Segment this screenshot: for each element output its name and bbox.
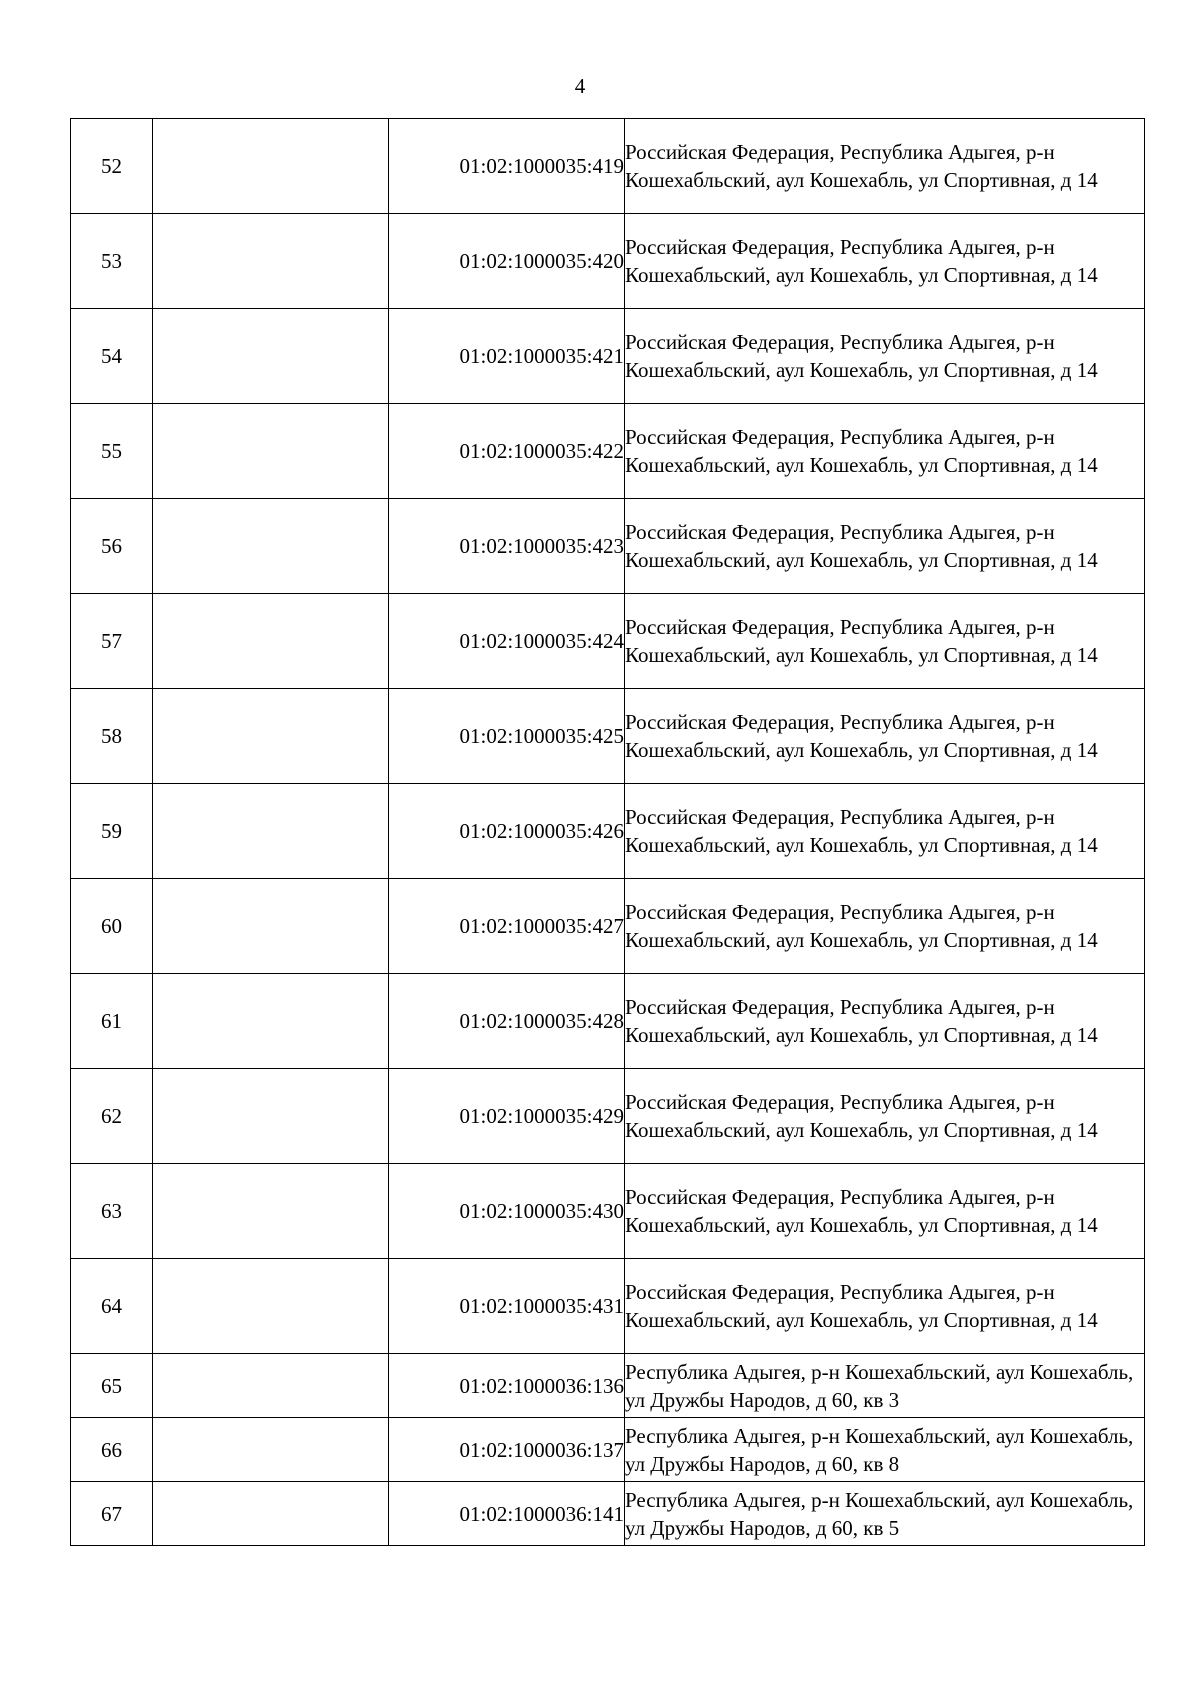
address-cell: Российская Федерация, Республика Адыгея, р-н Кошехабльский, аул Кошехабль, ул Спортивная, д 14 [625, 689, 1145, 784]
table-row [71, 214, 1145, 309]
table-row [71, 594, 1145, 689]
table-row [71, 1418, 1145, 1482]
row-number: 59 [71, 784, 153, 879]
row-number: 66 [71, 1418, 153, 1482]
address-cell: Российская Федерация, Республика Адыгея, р-н Кошехабльский, аул Кошехабль, ул Спортивная, д 14 [625, 974, 1145, 1069]
row-number: 52 [71, 119, 153, 214]
row-number: 57 [71, 594, 153, 689]
cadastral-number: 01:02:1000035:426 [389, 784, 625, 879]
row-number: 65 [71, 1354, 153, 1418]
address-cell: Российская Федерация, Республика Адыгея, р-н Кошехабльский, аул Кошехабль, ул Спортивная, д 14 [625, 1164, 1145, 1259]
owner-cell [153, 309, 389, 404]
cadastral-number: 01:02:1000035:429 [389, 1069, 625, 1164]
table-row [71, 1354, 1145, 1418]
owner-cell [153, 1354, 389, 1418]
cadastral-number: 01:02:1000036:141 [389, 1482, 625, 1546]
cadastral-number: 01:02:1000035:427 [389, 879, 625, 974]
owner-cell [153, 974, 389, 1069]
table-row [71, 499, 1145, 594]
table-row [71, 784, 1145, 879]
table-row [71, 689, 1145, 784]
address-cell: Российская Федерация, Республика Адыгея, р-н Кошехабльский, аул Кошехабль, ул Спортивная, д 14 [625, 499, 1145, 594]
owner-cell [153, 1069, 389, 1164]
cadastral-number: 01:02:1000036:136 [389, 1354, 625, 1418]
address-cell: Российская Федерация, Республика Адыгея, р-н Кошехабльский, аул Кошехабль, ул Спортивная, д 14 [625, 214, 1145, 309]
owner-cell [153, 879, 389, 974]
cadastral-number: 01:02:1000035:425 [389, 689, 625, 784]
table-row [71, 1164, 1145, 1259]
cadastral-number: 01:02:1000035:422 [389, 404, 625, 499]
row-number: 61 [71, 974, 153, 1069]
cadastral-number: 01:02:1000035:428 [389, 974, 625, 1069]
address-cell: Российская Федерация, Республика Адыгея, р-н Кошехабльский, аул Кошехабль, ул Спортивная, д 14 [625, 1259, 1145, 1354]
table-body [71, 119, 1145, 1546]
owner-cell [153, 1164, 389, 1259]
cadastral-number: 01:02:1000035:430 [389, 1164, 625, 1259]
address-cell: Российская Федерация, Республика Адыгея, р-н Кошехабльский, аул Кошехабль, ул Спортивная, д 14 [625, 879, 1145, 974]
table-row [71, 1259, 1145, 1354]
property-registry-table [70, 118, 1145, 1546]
address-cell: Российская Федерация, Республика Адыгея, р-н Кошехабльский, аул Кошехабль, ул Спортивная, д 14 [625, 1069, 1145, 1164]
row-number: 56 [71, 499, 153, 594]
owner-cell [153, 214, 389, 309]
cadastral-number: 01:02:1000036:137 [389, 1418, 625, 1482]
address-cell: Республика Адыгея, р-н Кошехабльский, аул Кошехабль, ул Дружбы Народов, д 60, кв 3 [625, 1354, 1145, 1418]
address-cell: Республика Адыгея, р-н Кошехабльский, аул Кошехабль, ул Дружбы Народов, д 60, кв 8 [625, 1418, 1145, 1482]
row-number: 60 [71, 879, 153, 974]
cadastral-number: 01:02:1000035:424 [389, 594, 625, 689]
owner-cell [153, 119, 389, 214]
address-cell: Российская Федерация, Республика Адыгея, р-н Кошехабльский, аул Кошехабль, ул Спортивная, д 14 [625, 309, 1145, 404]
table-row [71, 119, 1145, 214]
address-cell: Российская Федерация, Республика Адыгея, р-н Кошехабльский, аул Кошехабль, ул Спортивная, д 14 [625, 119, 1145, 214]
row-number: 62 [71, 1069, 153, 1164]
table-row [71, 974, 1145, 1069]
owner-cell [153, 499, 389, 594]
row-number: 54 [71, 309, 153, 404]
address-cell: Российская Федерация, Республика Адыгея, р-н Кошехабльский, аул Кошехабль, ул Спортивная, д 14 [625, 594, 1145, 689]
table-row [71, 1482, 1145, 1546]
cadastral-number: 01:02:1000035:419 [389, 119, 625, 214]
owner-cell [153, 689, 389, 784]
address-cell: Российская Федерация, Республика Адыгея, р-н Кошехабльский, аул Кошехабль, ул Спортивная, д 14 [625, 404, 1145, 499]
table-row [71, 879, 1145, 974]
row-number: 55 [71, 404, 153, 499]
row-number: 63 [71, 1164, 153, 1259]
row-number: 64 [71, 1259, 153, 1354]
owner-cell [153, 404, 389, 499]
cadastral-number: 01:02:1000035:421 [389, 309, 625, 404]
address-cell: Российская Федерация, Республика Адыгея, р-н Кошехабльский, аул Кошехабль, ул Спортивная, д 14 [625, 784, 1145, 879]
owner-cell [153, 1482, 389, 1546]
row-number: 58 [71, 689, 153, 784]
row-number: 53 [71, 214, 153, 309]
cadastral-number: 01:02:1000035:431 [389, 1259, 625, 1354]
table-row [71, 404, 1145, 499]
owner-cell [153, 1259, 389, 1354]
owner-cell [153, 594, 389, 689]
owner-cell [153, 784, 389, 879]
owner-cell [153, 1418, 389, 1482]
table-row [71, 1069, 1145, 1164]
cadastral-number: 01:02:1000035:423 [389, 499, 625, 594]
page-number: 4 [574, 74, 586, 98]
row-number: 67 [71, 1482, 153, 1546]
address-cell: Республика Адыгея, р-н Кошехабльский, аул Кошехабль, ул Дружбы Народов, д 60, кв 5 [625, 1482, 1145, 1546]
cadastral-number: 01:02:1000035:420 [389, 214, 625, 309]
table-row [71, 309, 1145, 404]
